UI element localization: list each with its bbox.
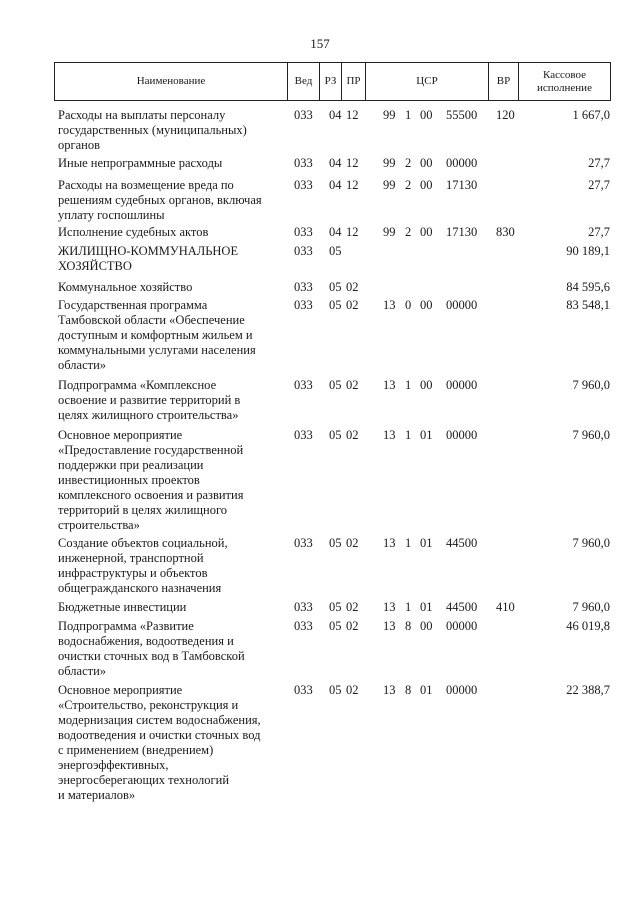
row-rz: 05 <box>329 428 342 442</box>
row-name-line: Расходы на выплаты персоналу <box>58 108 226 122</box>
header-amount <box>518 63 610 100</box>
row-csr-event: 00 <box>420 156 433 170</box>
row-ved: 033 <box>294 244 313 258</box>
row-csr-event: 00 <box>420 178 433 192</box>
header-csr: ЦСР <box>365 63 488 100</box>
row-csr-program: 13 <box>383 619 396 633</box>
row-name-line: территорий в целях жилищного <box>58 503 228 517</box>
row-rz: 04 <box>329 108 342 122</box>
row-csr-event: 00 <box>420 298 433 312</box>
header-vr: ВР <box>488 63 518 100</box>
table-header <box>54 62 611 101</box>
row-vr: 120 <box>496 108 515 122</box>
row-amount: 27,7 <box>588 225 610 239</box>
row-name-line: энергосберегающих технологий <box>58 773 230 787</box>
row-csr-subprogram: 1 <box>405 600 412 614</box>
row-rz: 04 <box>329 178 342 192</box>
row-csr-event: 01 <box>420 536 433 550</box>
row-name-line: решениям судебных органов, включая <box>58 193 262 207</box>
row-csr-event: 01 <box>420 428 433 442</box>
row-pr: 12 <box>346 156 359 170</box>
row-csr-program: 13 <box>383 683 396 697</box>
header-rz: РЗ <box>319 63 341 100</box>
row-name-line: Тамбовской области «Обеспечение <box>58 313 245 327</box>
row-csr-code: 00000 <box>446 156 478 170</box>
row-pr: 02 <box>346 298 359 312</box>
row-csr-subprogram: 1 <box>405 536 412 550</box>
row-name-line: Государственная программа <box>58 298 208 312</box>
header-name: Наименование <box>136 75 206 88</box>
row-ved: 033 <box>294 225 313 239</box>
row-pr: 02 <box>346 280 359 294</box>
row-name-line: целях жилищного строительства» <box>58 408 239 422</box>
row-rz: 05 <box>329 683 342 697</box>
row-name <box>58 600 286 615</box>
row-rz: 05 <box>329 378 342 392</box>
row-amount: 7 960,0 <box>572 600 610 614</box>
header-amount-line2: исполнение <box>537 81 592 94</box>
row-ved: 033 <box>294 280 313 294</box>
row-name-line: коммунальными услугами населения <box>58 343 256 357</box>
row-csr-code: 00000 <box>446 378 478 392</box>
row-name-line: ЖИЛИЩНО-КОММУНАЛЬНОЕ <box>58 244 239 258</box>
row-name <box>58 225 286 240</box>
row-name-line: энергоэффективных, <box>58 758 169 772</box>
row-csr-code: 17130 <box>446 178 478 192</box>
header-amount-line1: Кассовое <box>543 68 586 81</box>
row-amount: 90 189,1 <box>566 244 610 258</box>
row-csr-event: 00 <box>420 619 433 633</box>
row-ved: 033 <box>294 298 313 312</box>
row-csr-program: 99 <box>383 156 396 170</box>
row-ved: 033 <box>294 536 313 550</box>
row-csr-code: 00000 <box>446 683 478 697</box>
row-ved: 033 <box>294 108 313 122</box>
row-ved: 033 <box>294 428 313 442</box>
row-amount: 84 595,6 <box>566 280 610 294</box>
row-rz: 05 <box>329 600 342 614</box>
row-name-line: строительства» <box>58 518 140 532</box>
row-pr: 02 <box>346 600 359 614</box>
row-csr-event: 00 <box>420 378 433 392</box>
row-pr: 12 <box>346 108 359 122</box>
row-name-line: государственных (муниципальных) <box>58 123 247 137</box>
row-csr-program: 99 <box>383 225 396 239</box>
row-csr-program: 13 <box>383 536 396 550</box>
row-csr-program: 99 <box>383 108 396 122</box>
row-name <box>58 156 286 171</box>
row-name-line: Расходы на возмещение вреда по <box>58 178 234 192</box>
row-name-line: Основное мероприятие <box>58 428 183 442</box>
row-csr-code: 55500 <box>446 108 478 122</box>
row-pr: 02 <box>346 378 359 392</box>
row-pr: 02 <box>346 619 359 633</box>
row-name-line: Коммунальное хозяйство <box>58 280 193 294</box>
row-pr: 02 <box>346 536 359 550</box>
row-csr-program: 13 <box>383 600 396 614</box>
row-name <box>58 298 286 373</box>
page-number: 157 <box>310 36 330 51</box>
row-rz: 04 <box>329 156 342 170</box>
row-csr-subprogram: 2 <box>405 225 412 239</box>
row-csr-subprogram: 1 <box>405 378 412 392</box>
row-vr: 410 <box>496 600 515 614</box>
row-ved: 033 <box>294 156 313 170</box>
row-name-line: Подпрограмма «Комплексное <box>58 378 217 392</box>
row-name-line: Исполнение судебных актов <box>58 225 209 239</box>
row-rz: 04 <box>329 225 342 239</box>
row-csr-subprogram: 8 <box>405 619 412 633</box>
row-name-line: области» <box>58 358 107 372</box>
row-name-line: «Строительство, реконструкция и <box>58 698 239 712</box>
row-ved: 033 <box>294 178 313 192</box>
row-csr-code: 44500 <box>446 536 478 550</box>
row-amount: 7 960,0 <box>572 378 610 392</box>
row-name <box>58 619 286 679</box>
row-name-line: Основное мероприятие <box>58 683 183 697</box>
row-csr-code: 17130 <box>446 225 478 239</box>
row-name <box>58 683 286 803</box>
row-pr: 12 <box>346 225 359 239</box>
row-name <box>58 280 286 295</box>
row-amount: 83 548,1 <box>566 298 610 312</box>
row-csr-subprogram: 2 <box>405 178 412 192</box>
row-name-line: водоснабжения, водоотведения и <box>58 634 234 648</box>
row-vr: 830 <box>496 225 515 239</box>
row-rz: 05 <box>329 298 342 312</box>
row-name-line: Бюджетные инвестиции <box>58 600 187 614</box>
row-csr-subprogram: 1 <box>405 108 412 122</box>
row-csr-subprogram: 0 <box>405 298 412 312</box>
row-csr-event: 01 <box>420 600 433 614</box>
row-pr: 02 <box>346 683 359 697</box>
row-name <box>58 244 286 274</box>
row-ved: 033 <box>294 600 313 614</box>
row-name <box>58 428 286 533</box>
row-csr-event: 01 <box>420 683 433 697</box>
row-name-line: инвестиционных проектов <box>58 473 200 487</box>
row-name-line: очистки сточных вод в Тамбовской <box>58 649 245 663</box>
row-name-line: «Предоставление государственной <box>58 443 244 457</box>
row-csr-subprogram: 2 <box>405 156 412 170</box>
row-name-line: уплату госпошлины <box>58 208 165 222</box>
row-rz: 05 <box>329 244 342 258</box>
row-name <box>58 178 286 223</box>
row-name-line: с применением (внедрением) <box>58 743 214 757</box>
row-rz: 05 <box>329 280 342 294</box>
header-ved: Вед <box>287 63 319 100</box>
row-name-line: Создание объектов социальной, <box>58 536 228 550</box>
row-csr-code: 44500 <box>446 600 478 614</box>
row-ved: 033 <box>294 378 313 392</box>
row-name-line: общегражданского назначения <box>58 581 222 595</box>
row-amount: 7 960,0 <box>572 536 610 550</box>
row-name-line: области» <box>58 664 107 678</box>
row-name-line: ХОЗЯЙСТВО <box>58 259 132 273</box>
header-pr: ПР <box>341 63 365 100</box>
row-name-line: комплексного освоения и развития <box>58 488 244 502</box>
row-pr: 02 <box>346 428 359 442</box>
row-name-line: и материалов» <box>58 788 136 802</box>
row-name-line: модернизация систем водоснабжения, <box>58 713 261 727</box>
row-csr-program: 13 <box>383 378 396 392</box>
row-csr-program: 13 <box>383 428 396 442</box>
row-csr-code: 00000 <box>446 298 478 312</box>
row-ved: 033 <box>294 683 313 697</box>
row-csr-program: 99 <box>383 178 396 192</box>
row-csr-subprogram: 1 <box>405 428 412 442</box>
row-name-line: водоотведения и очистки сточных вод <box>58 728 261 742</box>
row-name-line: инженерной, транспортной <box>58 551 204 565</box>
row-ved: 033 <box>294 619 313 633</box>
row-name-line: поддержки при реализации <box>58 458 204 472</box>
row-csr-subprogram: 8 <box>405 683 412 697</box>
row-name <box>58 536 286 596</box>
row-amount: 46 019,8 <box>566 619 610 633</box>
row-amount: 1 667,0 <box>572 108 610 122</box>
row-name <box>58 378 286 423</box>
row-name-line: освоение и развитие территорий в <box>58 393 241 407</box>
row-rz: 05 <box>329 536 342 550</box>
row-name <box>58 108 286 153</box>
row-csr-event: 00 <box>420 108 433 122</box>
row-amount: 7 960,0 <box>572 428 610 442</box>
row-csr-code: 00000 <box>446 619 478 633</box>
row-amount: 27,7 <box>588 156 610 170</box>
row-csr-event: 00 <box>420 225 433 239</box>
row-name-line: Иные непрограммные расходы <box>58 156 223 170</box>
row-name-line: органов <box>58 138 101 152</box>
row-name-line: инфраструктуры и объектов <box>58 566 208 580</box>
row-pr: 12 <box>346 178 359 192</box>
row-csr-code: 00000 <box>446 428 478 442</box>
row-amount: 22 388,7 <box>566 683 610 697</box>
row-amount: 27,7 <box>588 178 610 192</box>
row-name-line: Подпрограмма «Развитие <box>58 619 194 633</box>
row-csr-program: 13 <box>383 298 396 312</box>
row-rz: 05 <box>329 619 342 633</box>
row-name-line: доступным и комфортным жильем и <box>58 328 253 342</box>
